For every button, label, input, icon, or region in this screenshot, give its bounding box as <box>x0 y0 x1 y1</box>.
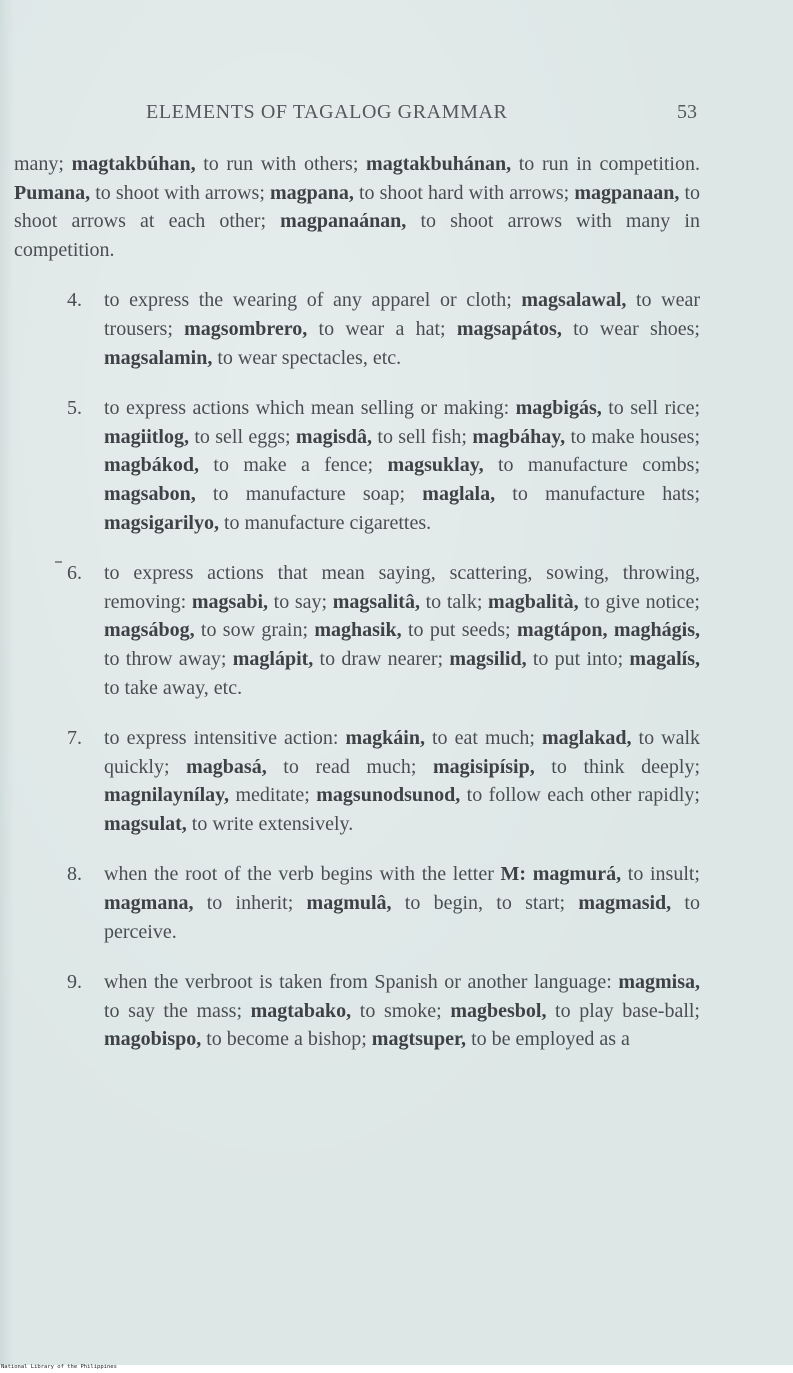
tagalog-term: magsalitâ, <box>332 590 420 613</box>
text-run: to manufacture combs; <box>483 454 700 477</box>
tagalog-term: magsalawal, <box>521 289 627 312</box>
tagalog-term: magsilid, <box>449 647 527 670</box>
text-run: to express the wearing of any apparel or cloth; <box>104 289 522 312</box>
list-item <box>14 559 700 702</box>
text-run: to manufacture cigarettes. <box>219 511 432 534</box>
text-run: many; <box>14 153 72 175</box>
text-run: to smoke; <box>351 999 451 1022</box>
text-run: to think deeply; <box>534 755 701 778</box>
text-run: to inherit; <box>193 892 307 915</box>
tagalog-term: magalís, <box>629 647 700 670</box>
tagalog-term: magbákod, <box>104 454 200 477</box>
text-run: to say; <box>268 590 333 613</box>
text-run: to insult; <box>621 863 700 886</box>
tagalog-term: magsunodsunod, <box>316 784 461 807</box>
tagalog-term: magbigás, <box>515 397 602 420</box>
tagalog-term: magmurá, <box>532 863 622 886</box>
text-run: to give notice; <box>578 590 700 613</box>
tagalog-term: magsabi, <box>191 590 268 613</box>
text-run: to wear shoes; <box>561 317 700 340</box>
text-run: to manufacture soap; <box>195 482 423 505</box>
text-run: to read much; <box>266 755 434 778</box>
text-run: to throw away; <box>104 647 233 670</box>
tagalog-term: magsulat, <box>104 812 187 835</box>
running-title: ELEMENTS OF TAGALOG GRAMMAR <box>146 101 508 123</box>
text-run: to draw nearer; <box>313 647 450 670</box>
text-run: to sell fish; <box>372 425 473 448</box>
text-run: to wear a hat; <box>307 317 457 340</box>
text-run: to shoot with arrows; <box>90 181 270 204</box>
item-number: 6. <box>67 562 82 585</box>
tagalog-term: magnilaynílay, <box>104 784 230 807</box>
text-run: to run in competition. <box>511 153 700 175</box>
page-footer <box>0 1365 793 1373</box>
tagalog-term: Pumana, <box>14 181 91 204</box>
tagalog-term: magtakbúhan, <box>71 153 196 175</box>
text-run: to sow grain; <box>194 619 315 642</box>
list-item <box>14 286 700 372</box>
numbered-list <box>14 286 700 1054</box>
text-run: to talk; <box>419 590 489 613</box>
text-run: to manufacture hats; <box>495 482 700 505</box>
page-body <box>14 150 700 1054</box>
tagalog-term: magmana, <box>104 892 194 915</box>
lead-paragraph <box>14 150 700 264</box>
tagalog-term: magpana, <box>269 181 354 204</box>
item-number: 5. <box>67 397 82 420</box>
text-run: to be employed as a <box>466 1028 630 1051</box>
tagalog-term: magsapátos, <box>456 317 562 340</box>
tagalog-term: magsuklay, <box>387 454 484 477</box>
text-run: to shoot arrows at each other; <box>14 181 700 233</box>
text-run: to make houses; <box>565 425 701 448</box>
text-run: to begin, to start; <box>391 892 579 915</box>
tagalog-term: magbáhay, <box>472 425 566 448</box>
tagalog-term: magbesbol, <box>450 999 547 1022</box>
text-run: to follow each other rapidly; <box>460 784 700 807</box>
tagalog-term: magbalità, <box>488 590 579 613</box>
text-run: to express actions which mean selling or making: <box>104 397 516 420</box>
tagalog-term: magisipísip, <box>433 755 535 778</box>
text-run: to wear spectacles, etc. <box>212 346 402 369</box>
text-run: when the root of the verb begins with the letter <box>104 863 501 886</box>
list-item <box>14 724 700 838</box>
text-run: to shoot arrows with many in competition. <box>14 210 700 261</box>
text-run: to express actions that mean saying, scattering, sowing, throwing, removing: <box>104 562 700 613</box>
text-run: to express intensitive action: <box>104 727 346 750</box>
text-run: to write extensively. <box>186 812 354 835</box>
text-run: to walk quickly; <box>104 727 701 778</box>
tagalog-term: magsombrero, <box>184 317 308 340</box>
tagalog-term: magobispo, <box>104 1028 202 1051</box>
text-run: to take away, etc. <box>104 676 243 699</box>
text-run <box>526 863 533 885</box>
text-run: to put seeds; <box>401 619 517 642</box>
tagalog-term: magmulâ, <box>306 892 392 915</box>
tagalog-term: magisdâ, <box>295 425 373 448</box>
tagalog-term: magtsuper, <box>371 1028 467 1051</box>
text-run: to eat much; <box>424 727 543 750</box>
tagalog-term: maglakad, <box>542 727 632 750</box>
tagalog-term: magtakbuhánan, <box>366 153 512 175</box>
tagalog-term: magpanaánan, <box>280 210 407 233</box>
tagalog-term: magtabako, <box>250 999 352 1022</box>
tagalog-term: M: <box>500 863 527 886</box>
text-run: to sell rice; <box>601 397 700 420</box>
text-run: to sell eggs; <box>189 425 296 448</box>
text-run: to perceive. <box>104 892 700 943</box>
item-number: 7. <box>67 727 82 750</box>
text-run: to become a bishop; <box>201 1028 372 1051</box>
text-run: to put into; <box>526 647 630 670</box>
item-number: 9. <box>67 971 82 994</box>
tagalog-term: magpanaan, <box>574 181 680 204</box>
item-number: 4. <box>67 289 82 312</box>
tagalog-term: magtápon, maghágis, <box>516 619 700 642</box>
text-run: meditate; <box>229 784 317 807</box>
tagalog-term: maglala, <box>422 482 496 505</box>
text-run: when the verbroot is taken from Spanish or another language: <box>104 971 619 994</box>
tagalog-term: maghasik, <box>314 619 402 642</box>
tagalog-term: magsigarilyo, <box>104 511 219 534</box>
text-run: to shoot hard with arrows; <box>353 181 575 204</box>
tagalog-term: maglápit, <box>232 647 314 670</box>
tagalog-term: magkáin, <box>345 727 425 750</box>
text-run: to make a fence; <box>199 454 388 477</box>
text-run: to play base-ball; <box>546 999 700 1022</box>
page-header <box>0 101 793 129</box>
list-item <box>14 968 700 1054</box>
tagalog-term: magsalamin, <box>104 346 213 369</box>
item-number: 8. <box>67 863 82 886</box>
list-item <box>14 394 700 537</box>
tagalog-term: magmisa, <box>618 971 700 994</box>
text-run: to say the mass; <box>104 999 251 1022</box>
tagalog-term: magmasid, <box>578 892 672 915</box>
page-number: 53 <box>677 101 697 123</box>
text-run: to wear trousers; <box>104 289 700 340</box>
library-credit: National Library of the Philippines <box>1 1364 117 1370</box>
tagalog-term: magiitlog, <box>104 425 189 448</box>
tagalog-term: magbasá, <box>186 755 267 778</box>
text-run: to run with others; <box>195 153 367 175</box>
tagalog-term: magsabon, <box>104 482 196 505</box>
tagalog-term: magsábog, <box>104 619 195 642</box>
list-item <box>14 860 700 946</box>
